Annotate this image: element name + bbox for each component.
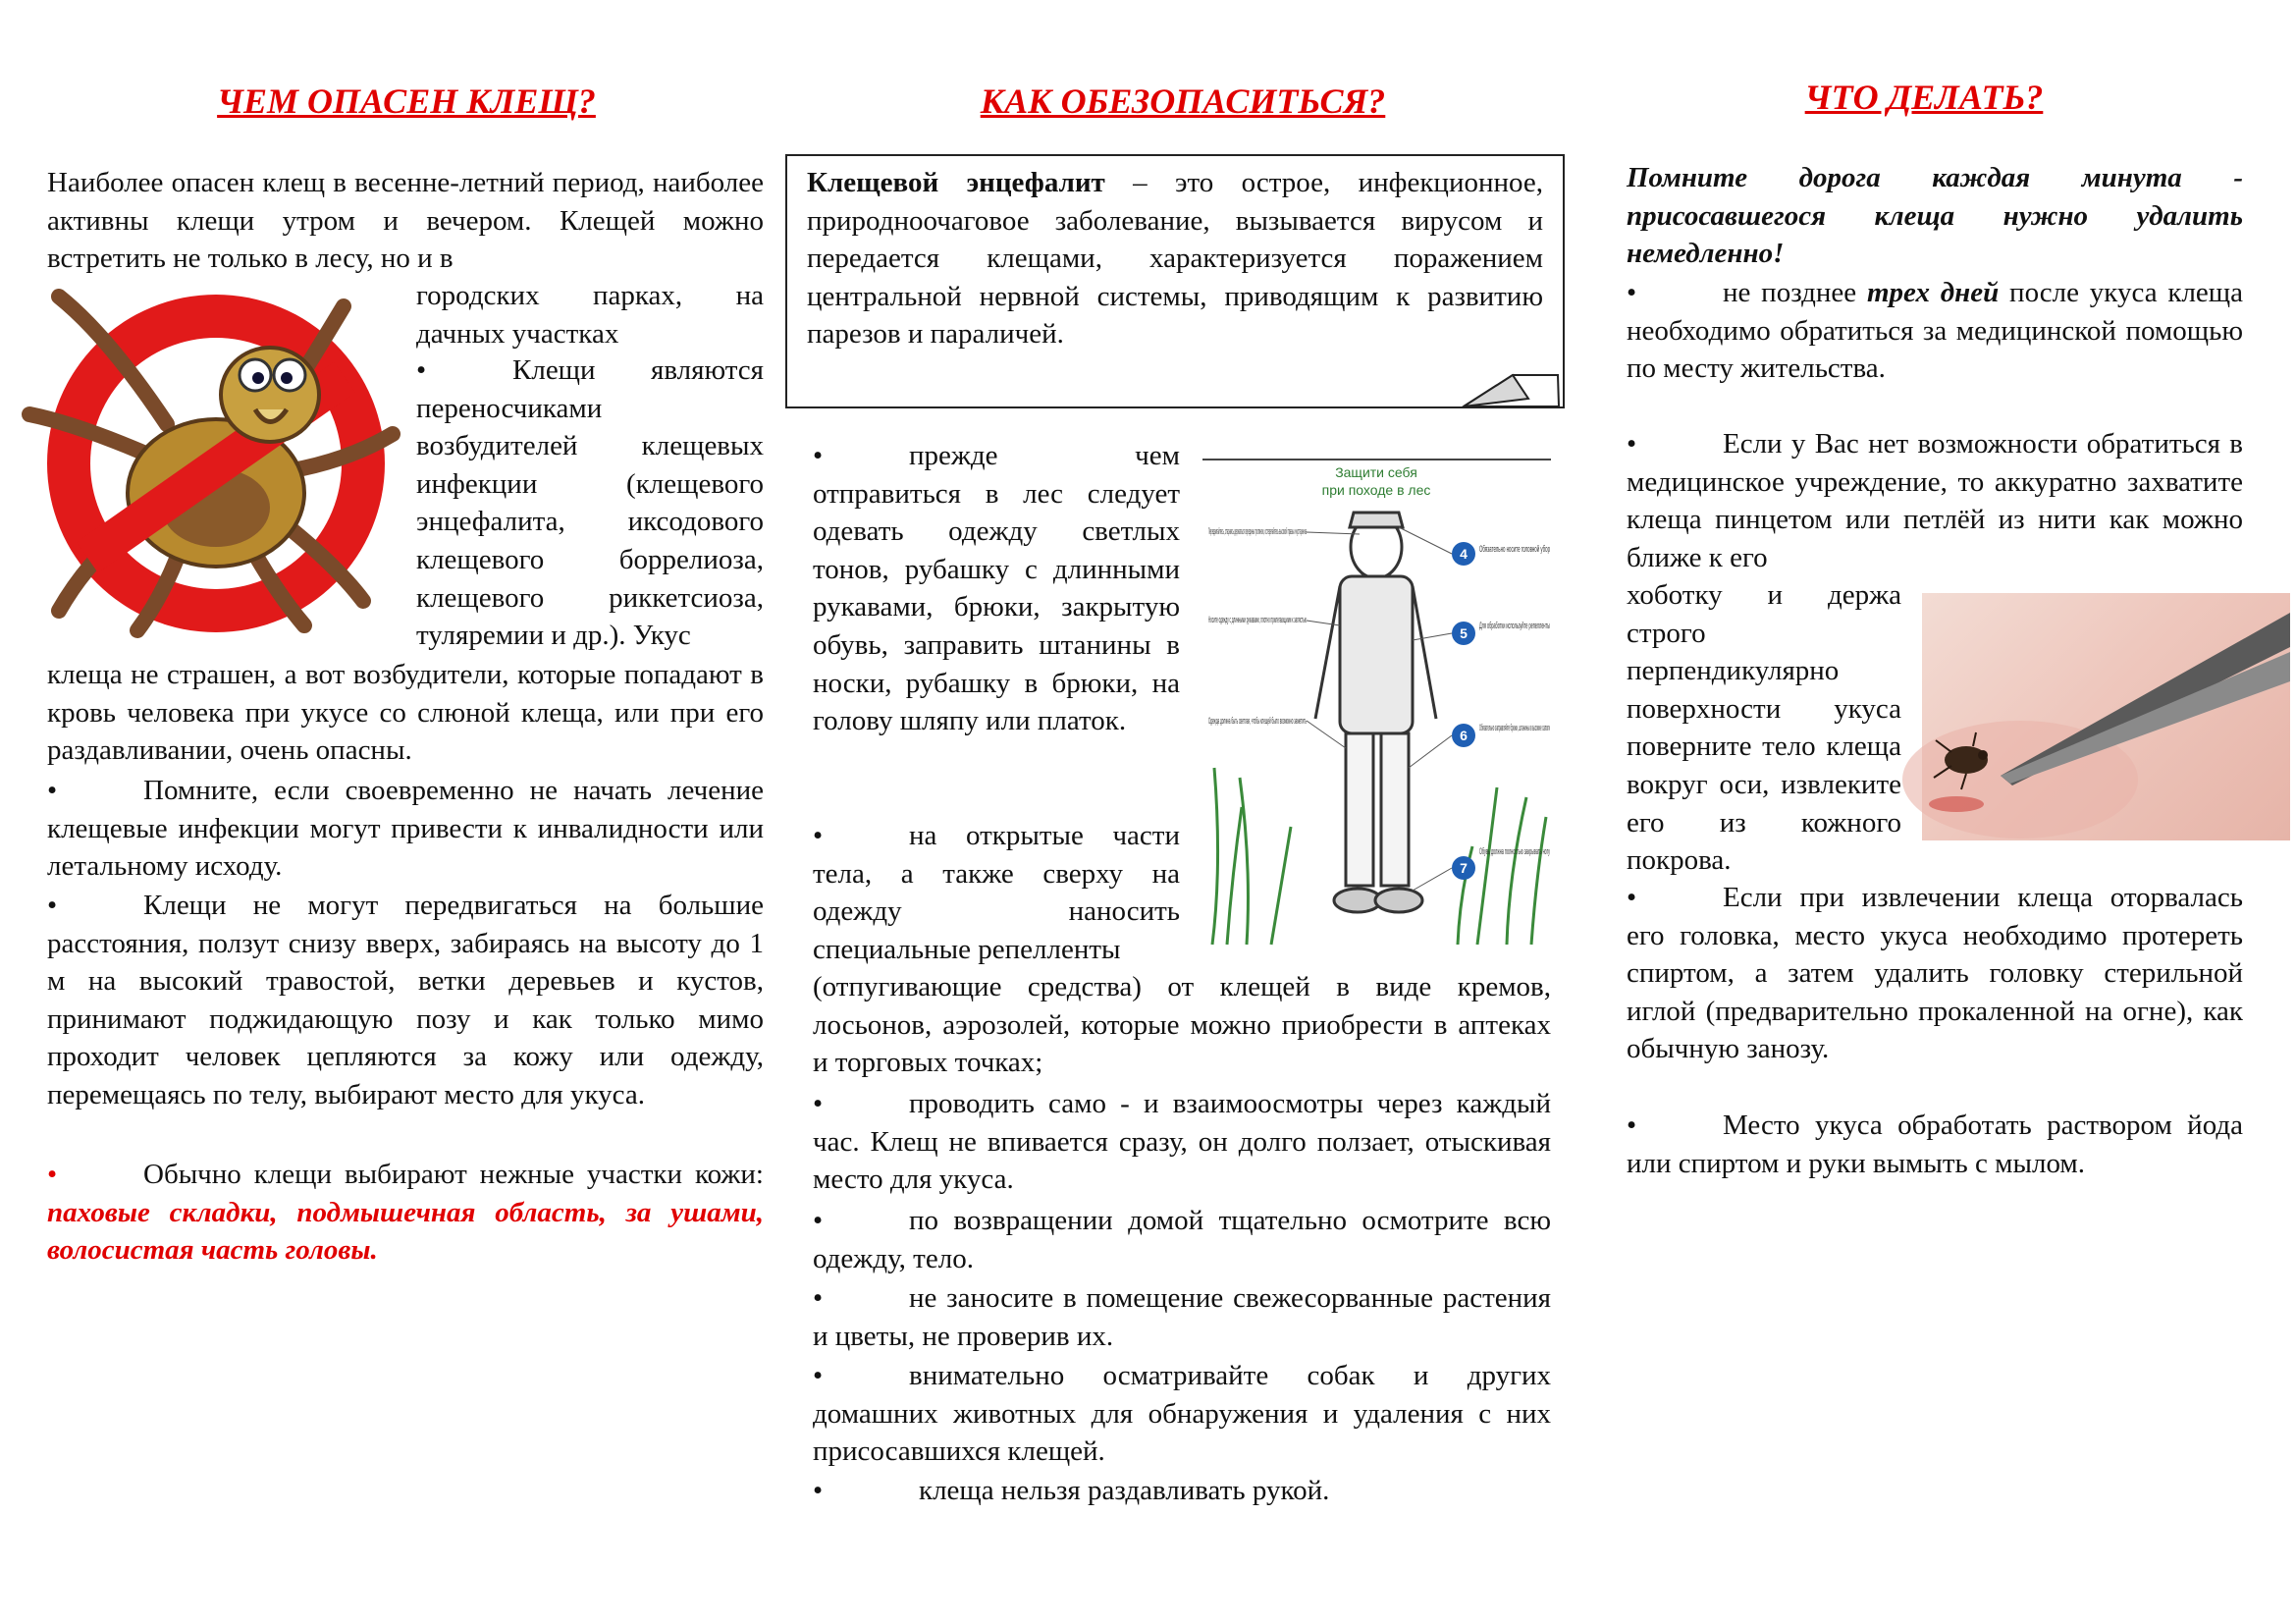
badge-number-4: 4: [1460, 546, 1468, 562]
badge-number-7: 7: [1460, 860, 1468, 876]
bullet-protect-2-continuation: (отпугивающие средства) от клещей в виде кремов, лосьонов, аэрозолей, которые можно приобрести в аптеках и торговых точках;: [813, 971, 1551, 1079]
illustration-title-2: при походе в лес: [1321, 482, 1431, 498]
bullet-marker: •: [813, 1475, 824, 1506]
bullet-list-danger-1: [416, 352, 764, 655]
intro-text: Наиболее опасен клещ в весенне-летний период, наиболее активны клещи утром и вечером. Клещей можно встретить не только в лесу, но и в: [47, 167, 764, 275]
bullet-marker: •: [47, 890, 58, 921]
bullet-marker: •: [813, 440, 824, 471]
badge-number-6: 6: [1460, 728, 1468, 743]
bullet-protect-7: • клеща нельзя раздавливать рукой.: [813, 1472, 1551, 1510]
callout-definition: – это острое, инфекционное, природноочаговое заболевание, вызывается вирусом и передается клещами, характеризуется поражением центральной нервной системы, приводящим к развитию парезов и параличей.: [807, 167, 1543, 351]
bullet-marker: •: [416, 354, 427, 386]
bullet-marker: •: [813, 820, 824, 851]
bullet-danger-3: • Клещи не могут передвигаться на большие расстояния, ползут снизу вверх, забираясь на высоту до 1 м на высокий травостой, ветки деревьев и кустов, принимают поджидающую позу и как только мимо проходит человек цепляются за кожу или одежду, перемещаясь по телу, выбирают место для укуса.: [47, 887, 764, 1114]
tick-warning-illustration: [20, 277, 412, 640]
illustration-note-left-3: Одежда должна быть светлая, чтобы клещей было возможно заметить: [1208, 716, 1308, 726]
hiker-protection-illustration: [1202, 454, 1551, 945]
bullet-danger-4: • Обычно клещи выбирают нежные участки кожи: паховые складки, подмышечная область, за ушами, волосистая часть головы.: [47, 1156, 764, 1270]
three-days-emphasis: трех дней: [1866, 277, 2000, 308]
illustration-note-left-1: Передвигайтесь, стараясь держаться середины тропинок, остерегайтесь высокой травы и кустарника: [1208, 526, 1307, 536]
encephalitis-callout: [785, 154, 1565, 408]
bullet-action-1: • не позднее трех дней после укуса клеща необходимо обратиться за медицинской помощью по месту жительства.: [1627, 274, 2243, 388]
bullet-protect-1: • прежде чем отправиться в лес следует одевать одежду светлых тонов, рубашку с длинными рукавами, брюки, закрытую обувь, заправить штанины в носки, рубашку в брюки, на голову шляпу или платок.: [813, 437, 1180, 740]
bullet-marker: •: [1627, 882, 1637, 913]
bullet-marker: •: [813, 1205, 824, 1236]
bullet-continuation: клеща не страшен, а вот возбудители, которые попадают в кровь человека при укусе со слюной клеща, или при его раздавливании, очень опасны.: [47, 659, 764, 767]
bullet-marker: •: [47, 775, 58, 806]
bullet-marker: •: [1627, 277, 1637, 308]
bullet-text: Клещи являются переносчиками возбудителей клещевых инфекции (клещевого энцефалита, иксодового клещевого боррелиоза, клещевого риккетсиоза, туляремии и др.). Укус: [416, 354, 764, 652]
bullet-protect-4: • по возвращении домой тщательно осмотрите всю одежду, тело.: [813, 1202, 1551, 1277]
bullet-marker: •: [1627, 428, 1637, 460]
bullet-action-3: • Если при извлечении клеща оторвалась его головка, место укуса необходимо протереть спиртом, а затем удалить головку стерильной иглой (предварительно прокаленной на огне), как обычную занозу.: [1627, 879, 2243, 1068]
bullet-protect-3: • проводить само - и взаимоосмотры через каждый час. Клещ не впивается сразу, он долго ползает, отыскивая место для укуса.: [813, 1085, 1551, 1199]
illustration-note-right-4: Обувь должна полностью закрывать ногу: [1479, 846, 1551, 856]
bullet-protect-2: • на открытые части тела, а также сверху на одежду наносить специальные репелленты: [813, 817, 1180, 968]
badge-number-5: 5: [1460, 625, 1468, 641]
bullet-marker: •: [813, 1088, 824, 1119]
callout-page-curl: [1456, 363, 1564, 422]
illustration-title-1: Защити себя: [1335, 464, 1417, 480]
heading-danger: ЧЕМ ОПАСЕН КЛЕЩ?: [217, 81, 596, 121]
bullet-protect-5: • не заносите в помещение свежесорванные растения и цветы, не проверив их.: [813, 1279, 1551, 1355]
bullet-action-4: • Место укуса обработать раствором йода или спиртом и руки вымыть с мылом.: [1627, 1107, 2243, 1182]
illustration-note-right-2: Для обработки используйте репелленты: [1479, 621, 1550, 630]
illustration-note-right-3: Обязательно заправляйте брюки, штанины в высокие сапоги: [1479, 723, 1550, 732]
illustration-note-right-1: Обязательно носите головной убор: [1479, 544, 1550, 554]
bullet-marker: •: [47, 1159, 58, 1190]
bullet-marker: •: [813, 1282, 824, 1314]
intro-wrap-text: городских парках, на дачных участках: [416, 280, 764, 350]
bullet-action-2: • Если у Вас нет возможности обратиться в медицинское учреждение, то аккуратно захватите клеща пинцетом или петлёй из нити как можно ближе к его: [1627, 425, 2243, 576]
callout-term: Клещевой энцефалит: [807, 167, 1105, 198]
tweezers-removing-tick-photo: [1922, 593, 2290, 840]
urgent-lead: Помните дорога каждая минута - присосавшегося клеща нужно удалить немедленно!: [1627, 162, 2243, 270]
bullet-action-2-continuation: хоботку и держа строго перпендикулярно поверхности укуса поверните тело клеща вокруг оси, извлеките его из кожного покрова.: [1627, 579, 1901, 877]
bullet-protect-6: • внимательно осматривайте собак и других домашних животных для обнаружения и удаления с них присосавшихся клещей.: [813, 1357, 1551, 1471]
bullet-marker: •: [1627, 1110, 1637, 1141]
heading-protection: КАК ОБЕЗОПАСИТЬСЯ?: [980, 81, 1386, 121]
bullet-danger-2: • Помните, если своевременно не начать лечение клещевые инфекции могут привести к инвалидности или летальному исходу.: [47, 772, 764, 886]
body-areas-highlight: паховые складки, подмышечная область, за ушами, волосистая часть головы.: [47, 1196, 764, 1267]
bullet-marker: •: [813, 1360, 824, 1391]
heading-what-to-do: ЧТО ДЕЛАТЬ?: [1804, 78, 2044, 117]
illustration-note-left-2: Носите одежду с длинными рукавами, плотно прилегающими к запястью: [1208, 615, 1308, 624]
